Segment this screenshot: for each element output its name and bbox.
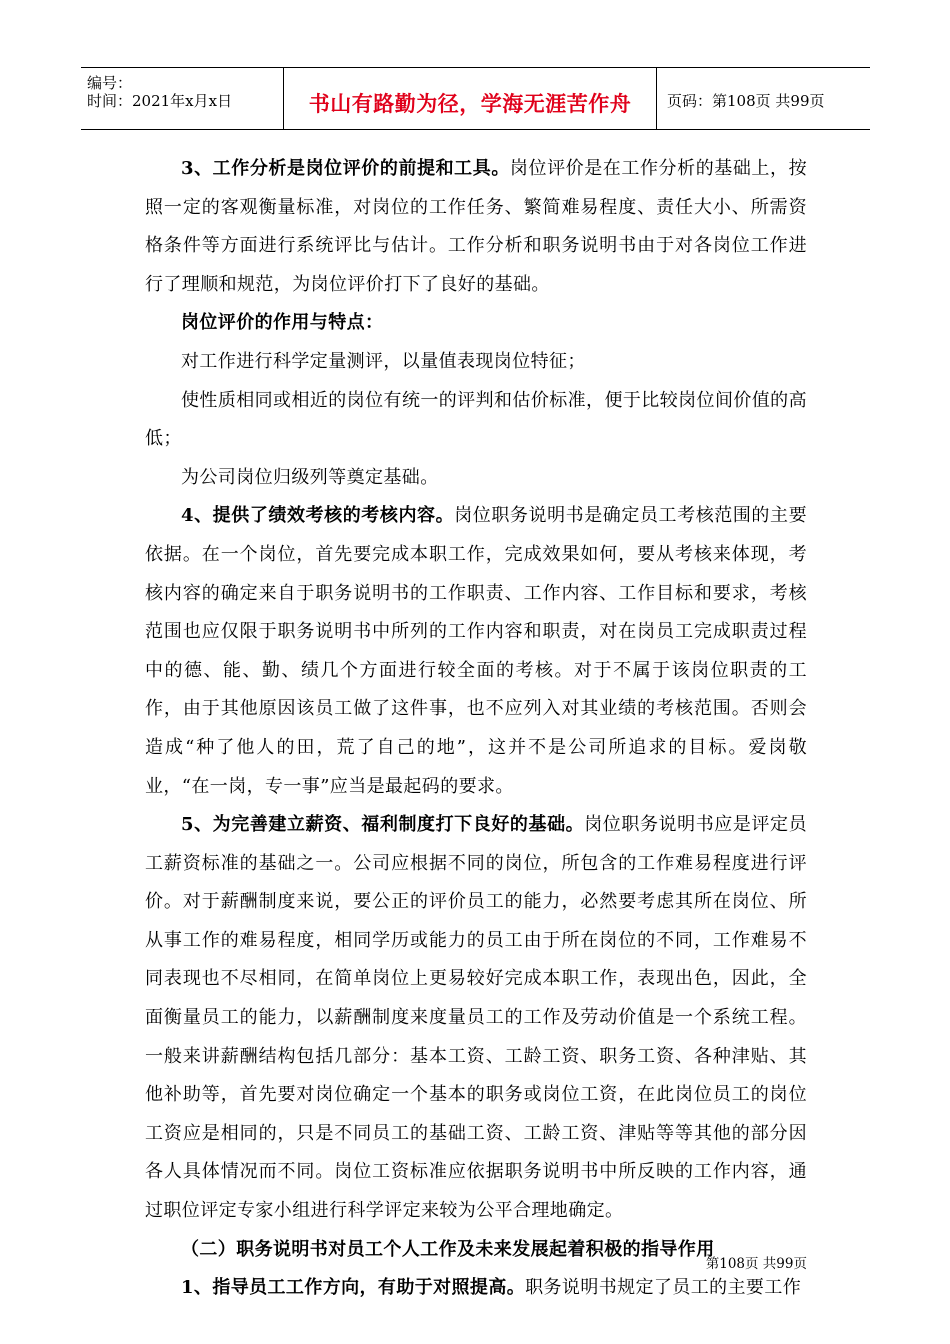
header-meta-cell <box>81 68 284 129</box>
motto: 书山有路勤为径，学海无涯苦作舟 <box>308 91 632 116</box>
header-motto-cell <box>284 68 657 129</box>
paragraph <box>145 343 807 382</box>
page-footer: 第108页 共99页 <box>705 1256 807 1272</box>
document-body <box>145 150 807 1308</box>
paragraph <box>145 459 807 498</box>
paragraph-text: 使性质相同或相近的岗位有统一的评判和估价标准，便于比较岗位间价值的高低； <box>145 389 807 450</box>
paragraph-heading: 5、为完善建立薪资、福利制度打下良好的基础。 <box>181 814 585 836</box>
paragraph <box>145 304 807 343</box>
paragraph-text: 对工作进行科学定量测评，以量值表现岗位特征； <box>181 350 586 372</box>
time-label: 时间：2021年x月x日 <box>87 92 233 110</box>
paragraph <box>145 497 807 806</box>
paragraph <box>145 1269 807 1308</box>
paragraph-heading: 4、提供了绩效考核的考核内容。 <box>181 505 455 527</box>
paragraph-heading: 1、指导员工工作方向，有助于对照提高。 <box>181 1277 526 1299</box>
paragraph-text: 岗位职务说明书是确定员工考核范围的主要依据。在一个岗位，首先要完成本职工作，完成效果如何，要从考核来体现，考核内容的确定来自于职务说明书的工作职责、工作内容、工作目标和要求，考核范围也应仅限于职务说明书中所列的工作内容和职责，对在岗员工完成职责过程中的德、能、勤、绩几个方面进行较全面的考核。对于不属于该岗位职责的工作，由于其他原因该员工做了这件事，也不应列入对其业绩的考核范围。否则会造成“种了他人的田，荒了自己的地”，这并不是公司所追求的目标。爱岗敬业，“在一岗，专一事”应当是最起码的要求。 <box>145 505 807 797</box>
paragraph <box>145 806 807 1231</box>
paragraph-text: 为公司岗位归级列等奠定基础。 <box>181 466 439 488</box>
header-page-cell <box>657 68 870 129</box>
number-label: 编号： <box>87 74 133 92</box>
section-heading: （二）职务说明书对员工个人工作及未来发展起着积极的指导作用 <box>181 1238 715 1260</box>
paragraph-text: 岗位职务说明书应是评定员工薪资标准的基础之一。公司应根据不同的岗位，所包含的工作难易程度进行评价。对于薪酬制度来说，要公正的评价员工的能力，必然要考虑其所在岗位、所从事工作的难易程度，相同学历或能力的员工由于所在岗位的不同，工作难易不同表现也不尽相同，在简单岗位上更易较好完成本职工作，表现出色，因此，全面衡量员工的能力，以薪酬制度来度量员工的工作及劳动价值是一个系统工程。一般来讲薪酬结构包括几部分：基本工资、工龄工资、职务工资、各种津贴、其他补助等，首先要对岗位确定一个基本的职务或岗位工资，在此岗位员工的岗位工资应是相同的，只是不同员工的基础工资、工龄工资、津贴等等其他的部分因各人具体情况而不同。岗位工资标准应依据职务说明书中所反映的工作内容，通过职位评定专家小组进行科学评定来较为公平合理地确定。 <box>145 814 807 1222</box>
header-table <box>81 67 870 130</box>
page-label: 页码：第108页 共99页 <box>667 92 825 110</box>
paragraph <box>145 150 807 304</box>
section-heading: 岗位评价的作用与特点： <box>181 312 384 334</box>
paragraph-heading: 3、工作分析是岗位评价的前提和工具。 <box>181 158 510 179</box>
paragraph-text: 职务说明书规定了员工的主要工作 <box>525 1277 802 1299</box>
paragraph-text: 岗位评价是在工作分析的基础上，按照一定的客观衡量标准，对岗位的工作任务、繁简难易程度、责任大小、所需资格条件等方面进行系统评比与估计。工作分析和职务说明书由于对各岗位工作进行了理顺和规范，为岗位评价打下了良好的基础。 <box>145 158 807 295</box>
paragraph <box>145 382 807 459</box>
